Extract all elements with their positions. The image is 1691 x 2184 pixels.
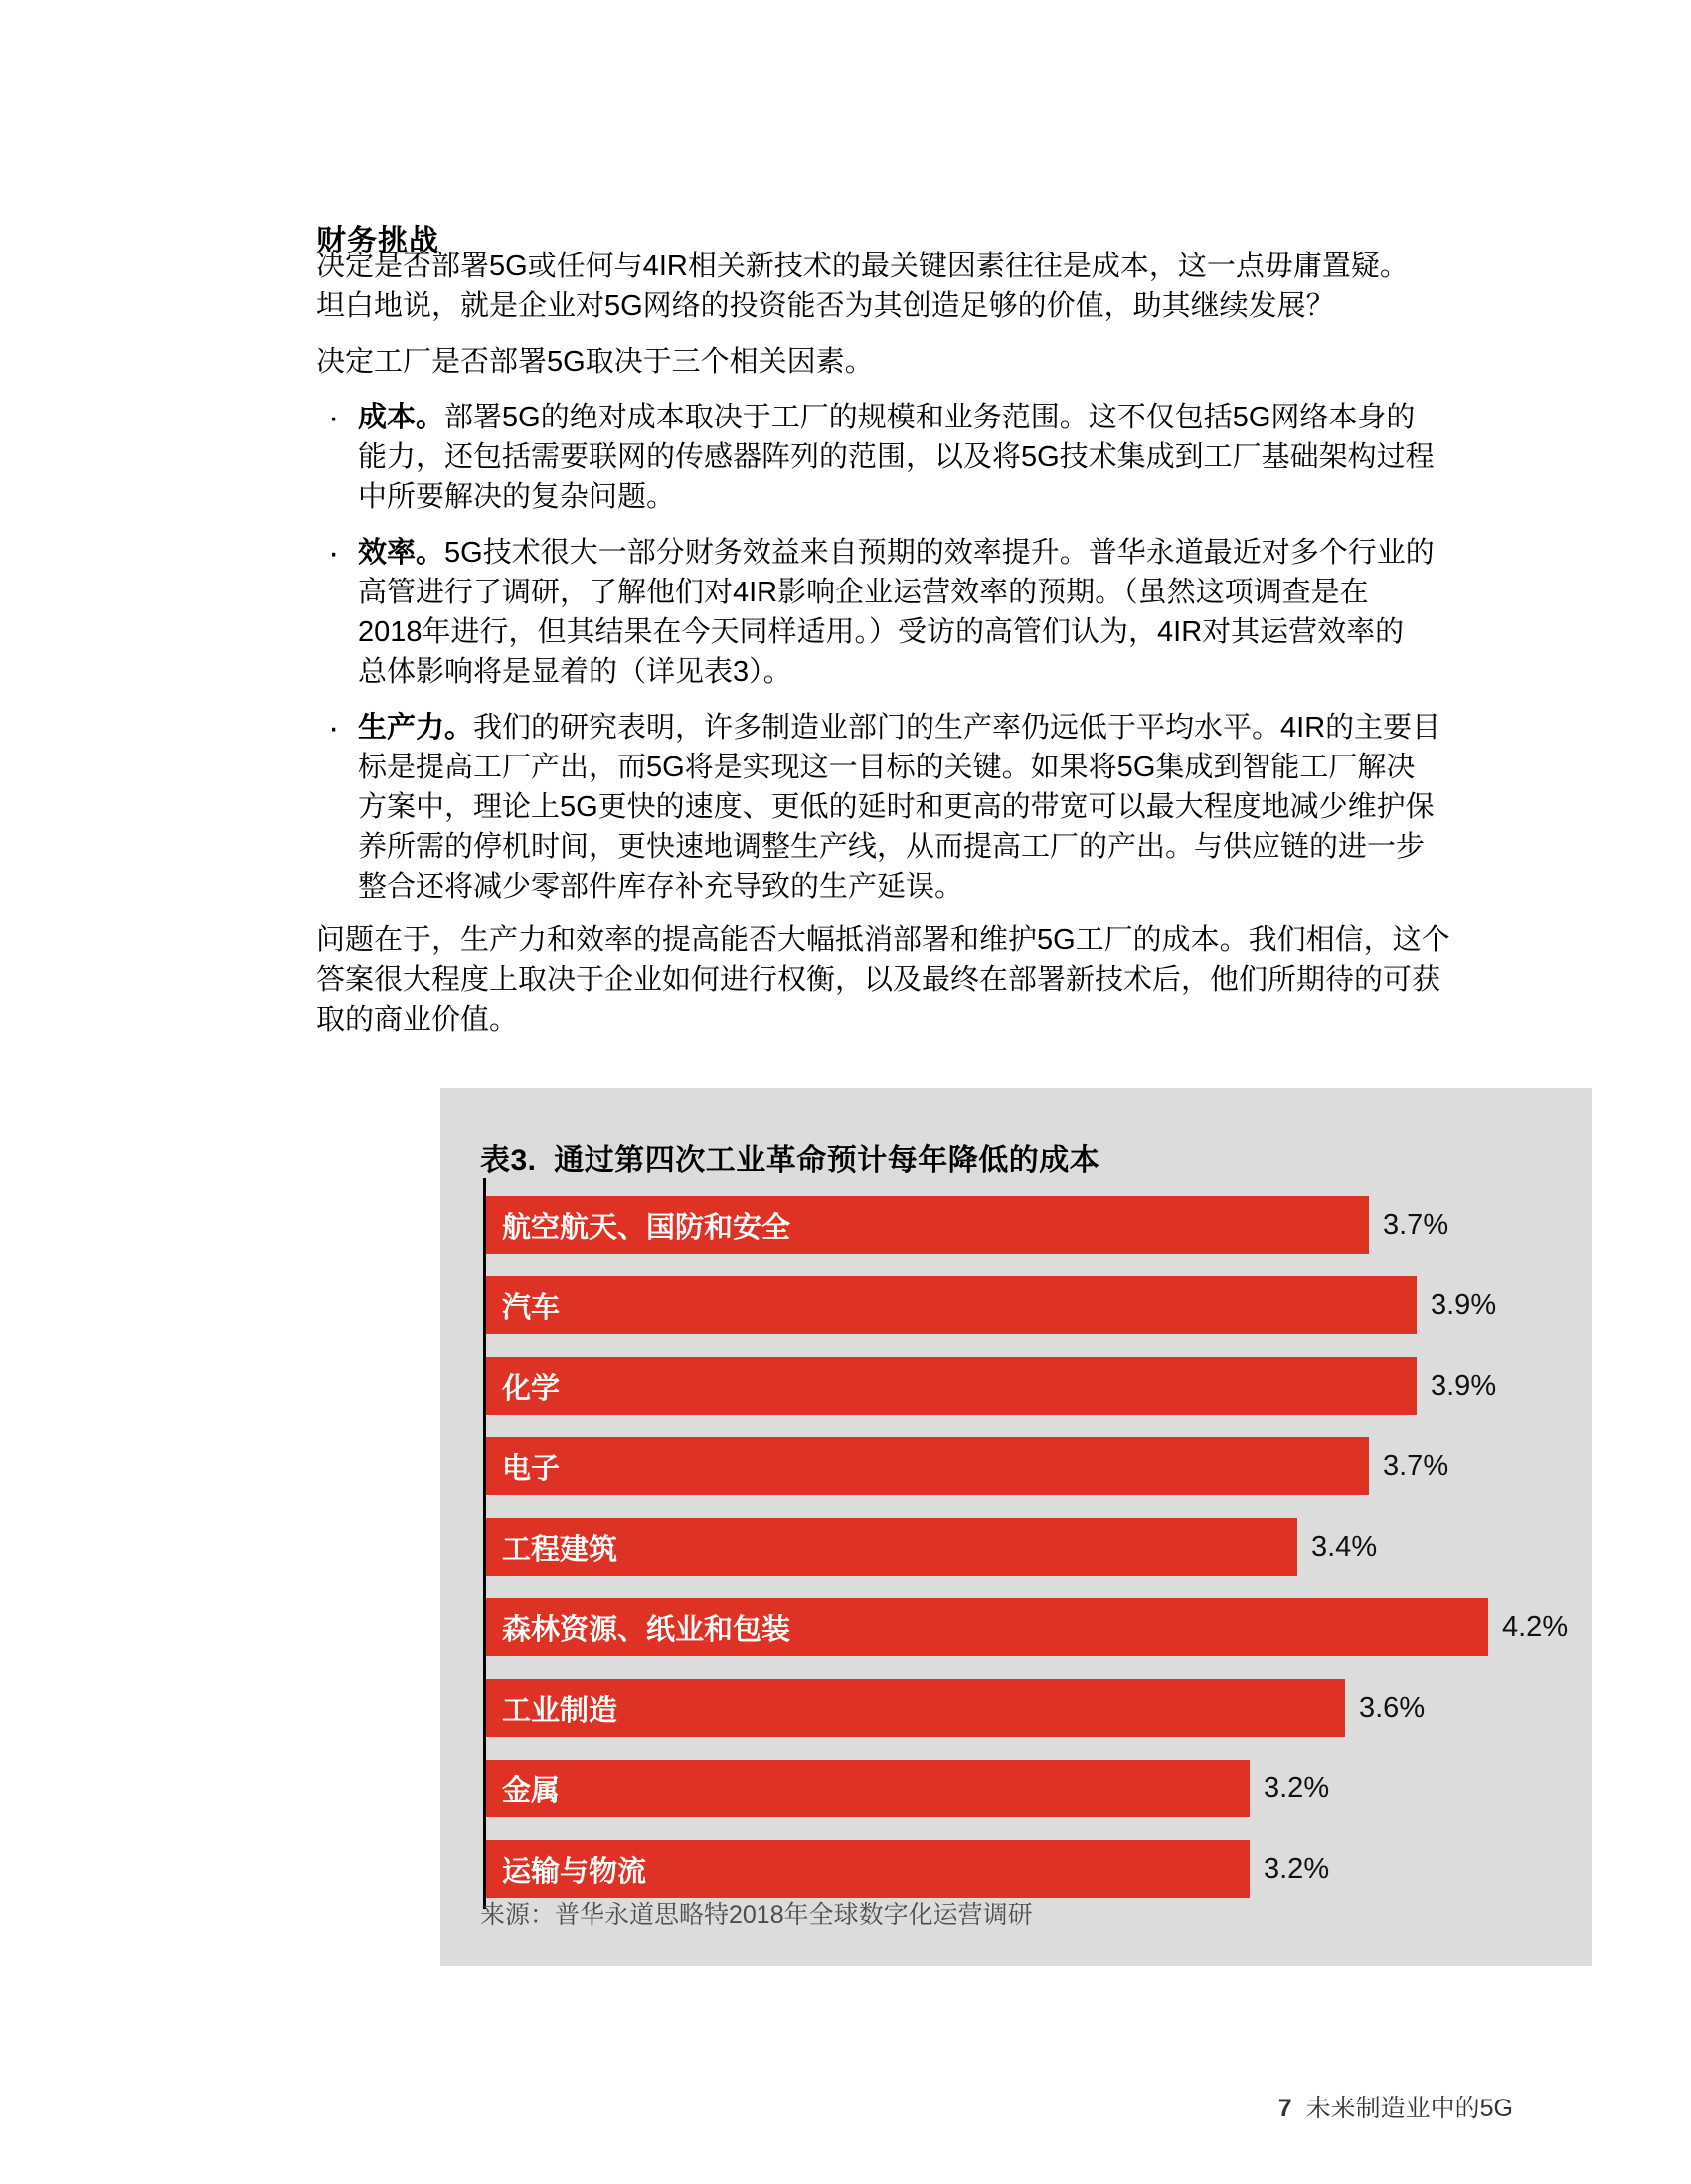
chart-source: 来源：普华永道思略特2018年全球数字化运营调研: [480, 1901, 1033, 1929]
bar-category-label: 工业制造: [502, 1694, 618, 1727]
bar-row: [486, 1357, 1592, 1415]
bar-row: [486, 1760, 1592, 1817]
text-line: 方案中，理论上5G更快的速度、更低的延时和更高的带宽可以最大程度地减少维护保: [358, 791, 1435, 823]
bar: [486, 1357, 1417, 1415]
bar-row: [486, 1437, 1592, 1495]
factor-bullet-list: [316, 398, 1440, 923]
bar-value-label: 3.4%: [1311, 1530, 1378, 1563]
bullet-term: 生产力。: [358, 712, 474, 744]
chart-title: 表3. 通过第四次工业革命预计每年降低的成本: [480, 1144, 1100, 1177]
bar-value-label: 3.9%: [1431, 1288, 1497, 1321]
text-line: 决定是否部署5G或任何与4IR相关新技术的最关键因素往往是成本，这一点毋庸置疑。: [316, 251, 1409, 282]
bullet-marker-icon: ·: [328, 709, 340, 747]
bar-category-label: 电子: [502, 1452, 561, 1485]
bar-row: [486, 1679, 1592, 1737]
bar-value-label: 3.7%: [1383, 1449, 1449, 1482]
text-line: 整合还将减少零部件库存补充导致的生产延误。: [358, 871, 964, 903]
bullet-item: [316, 533, 1440, 692]
text-line: 取的商业价值。: [316, 1004, 519, 1036]
table3-panel: [440, 1088, 1592, 1966]
bullet-term: 成本。: [358, 402, 445, 433]
bullet-marker-icon: ·: [328, 534, 340, 572]
bullet-marker-icon: ·: [328, 399, 340, 436]
paragraph-lead: [316, 342, 874, 382]
bar: [486, 1840, 1250, 1898]
footer-doc-title: 未来制造业中的5G: [1305, 2095, 1513, 2122]
bar-category-label: 化学: [502, 1372, 561, 1405]
bar-category-label: 金属: [502, 1774, 561, 1807]
page-footer: [1251, 2060, 1513, 2153]
text-line: 决定工厂是否部署5G取决于三个相关因素。: [316, 346, 874, 378]
bar-chart: [486, 1196, 1592, 1921]
bullet-item: [316, 398, 1440, 517]
bar-row: [486, 1196, 1592, 1254]
bullet-term: 效率。: [358, 537, 445, 569]
bar: [486, 1437, 1369, 1495]
bar-value-label: 3.7%: [1383, 1208, 1449, 1241]
text-line: 生产力。我们的研究表明，许多制造业部门的生产率仍远低于平均水平。4IR的主要目: [358, 712, 1441, 744]
bar-value-label: 3.9%: [1431, 1369, 1497, 1402]
text-line: 总体影响将是显着的（详见表3）。: [358, 656, 792, 688]
text-line: 能力，还包括需要联网的传感器阵列的范围，以及将5G技术集成到工厂基础架构过程: [358, 441, 1435, 473]
text-line: 标是提高工厂产出，而5G将是实现这一目标的关键。如果将5G集成到智能工厂解决: [358, 752, 1416, 783]
bar-row: [486, 1598, 1592, 1656]
bar-category-label: 航空航天、国防和安全: [502, 1211, 791, 1244]
bar-value-label: 4.2%: [1502, 1610, 1569, 1643]
bar: [486, 1196, 1369, 1254]
bar-category-label: 汽车: [502, 1291, 561, 1324]
bar-row: [486, 1840, 1592, 1898]
bar-value-label: 3.2%: [1264, 1771, 1330, 1804]
text-line: 养所需的停机时间，更快速地调整生产线，从而提高工厂的产出。与供应链的进一步: [358, 831, 1426, 863]
bar-category-label: 运输与物流: [502, 1855, 647, 1888]
bar-category-label: 工程建筑: [502, 1533, 618, 1566]
bar: [486, 1598, 1488, 1656]
bar-value-label: 3.6%: [1359, 1691, 1426, 1724]
text-line: 答案很大程度上取决于企业如何进行权衡，以及最终在部署新技术后，他们所期待的可获: [316, 964, 1441, 996]
bar: [486, 1679, 1345, 1737]
bar: [486, 1760, 1250, 1817]
text-line: 成本。部署5G的绝对成本取决于工厂的规模和业务范围。这不仅包括5G网络本身的: [358, 402, 1416, 433]
page-number: 7: [1277, 2095, 1292, 2122]
bar-category-label: 森林资源、纸业和包装: [502, 1613, 791, 1646]
text-line: 坦白地说，就是企业对5G网络的投资能否为其创造足够的价值，助其继续发展？: [316, 290, 1335, 322]
bar: [486, 1276, 1417, 1334]
bar: [486, 1518, 1297, 1576]
bullet-item: [316, 708, 1440, 907]
paragraph-closing: [316, 921, 1450, 1040]
bar-row: [486, 1518, 1592, 1576]
text-line: 问题在于，生产力和效率的提高能否大幅抵消部署和维护5G工厂的成本。我们相信，这个: [316, 924, 1450, 956]
bar-value-label: 3.2%: [1264, 1852, 1330, 1885]
text-line: 中所要解决的复杂问题。: [358, 481, 676, 513]
section-heading: 财务挑战: [316, 224, 439, 257]
text-line: 高管进行了调研，了解他们对4IR影响企业运营效率的预期。（虽然这项调查是在: [358, 577, 1369, 608]
bar-row: [486, 1276, 1592, 1334]
text-line: 2018年进行，但其结果在今天同样适用。）受访的高管们认为，4IR对其运营效率的: [358, 616, 1405, 648]
text-line: 效率。5G技术很大一部分财务效益来自预期的效率提升。普华永道最近对多个行业的: [358, 537, 1435, 569]
paragraph-intro: [316, 247, 1409, 326]
